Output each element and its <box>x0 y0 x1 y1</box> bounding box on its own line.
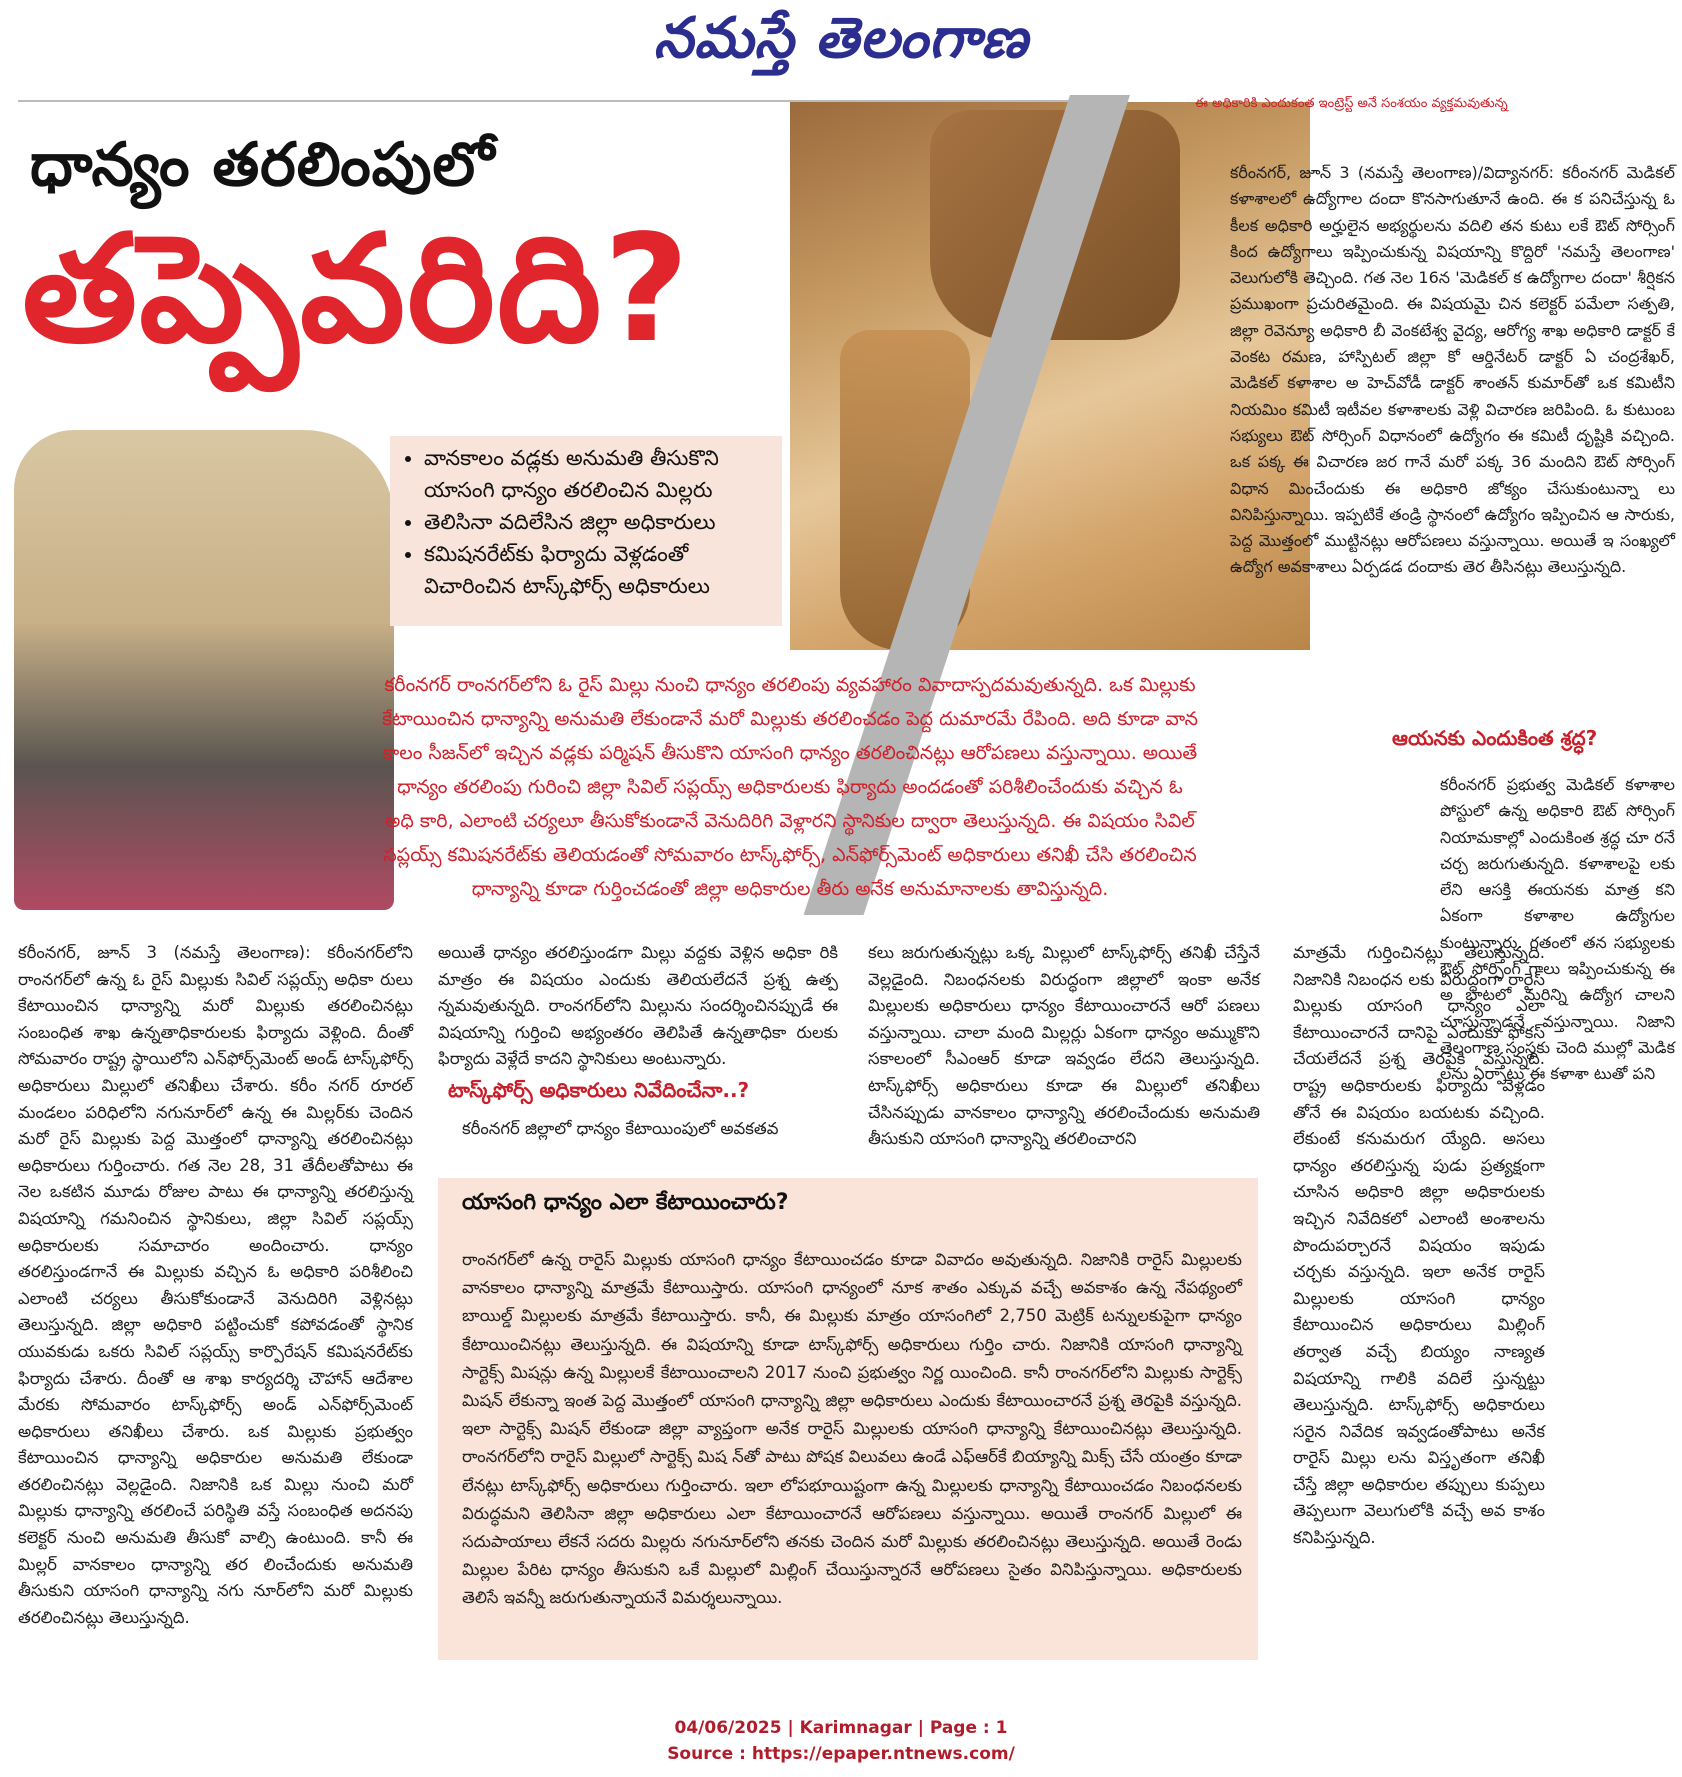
box-body: రాంనగర్‌లో ఉన్న రారైస్ మిల్లుకు యాసంగి ధాన్యం కేటాయించడం కూడా వివాదం అవుతున్నది. నిజానికి రారైస్ మిల్లులకు వానకాలం ధాన్యాన్ని మాత్రమే కేటాయిస్తారు. యాసంగి ధాన్యంలో నూక శాతం ఎక్కువ వచ్చే అవకాశం ఉన్న నేపథ్యంలో బాయిల్డ్ మిల్లులకు మాత్రమే కేటాయిస్తారు. కానీ, ఈ మిల్లుకు మాత్రం యాసంగిలో 2,750 మెట్రిక్ టన్నులకుపైగా ధాన్యం కేటాయించినట్లు తెలుస్తున్నది. ఈ విషయాన్ని కూడా టాస్క్‌ఫోర్స్ అధికారులు గుర్తిం చారు. నిజానికి యాసంగి ధాన్యాన్ని సార్టెక్స్ మిషన్లు ఉన్న మిల్లులకే కేటాయించాలని 2017 నుంచి ప్రభుత్వం నిర్ణ యించింది. కానీ రాంనగర్‌లోని మిల్లుకు సార్టెక్స్ మిషన్ లేకున్నా ఇంత పెద్ద మొత్తంలో యాసంగి ధాన్యాన్ని జిల్లా అధికారులు ఎందుకు కేటాయించారనే ప్రశ్న తెరపైకి వస్తున్నది. ఇలా సార్టెక్స్ మిషన్ లేకుండా జిల్లా వ్యాప్తంగా అనేక రారైస్ మిల్లులకు యాసంగి ధాన్యాన్ని కేటాయించినట్లు తెలుస్తున్నది. రాంనగర్‌లోని రారైస్ మిల్లులో సార్టెక్స్ మిష న్‌తో పాటు పోషక విలువలు ఉండే ఎఫ్‌ఆర్‌కే బియ్యాన్ని మిక్స్ చేసే యంత్రం కూడా లేనట్లు టాస్క్‌ఫోర్స్ అధికారులు గుర్తించారు. ఇలా లోపభూయిష్టంగా ఉన్న మిల్లులకు ధాన్యాన్ని కేటాయించడం నిబంధనలకు విరుద్ధమని తెలిసినా జిల్లా అధికారులు ఎలా కేటాయించారనే ఆరోపణలు వస్తున్నాయి. అయితే రాంనగర్ మిల్లులో ఈ సదుపాయాలు లేకనే సదరు మిల్లరు నగునూర్‌లోని తనకు చెందిన మరో మిల్లుకు తరలించినట్లు తెలుస్తున్నది. అయితే రెండు మిల్లుల పేరిట ధాన్యం తీసుకుని ఒకే మిల్లులో మిల్లింగ్ చేయిస్తున్నారనే ఆరోపణలు సైతం వినిపిస్తున్నాయి. అధికారులకు తెలిసే ఇవన్నీ జరుగుతున్నాయనే విమర్శలున్నాయి. <box>462 1250 1242 1608</box>
bullet-item: • తెలిసినా వదిలేసిన జిల్లా అధికారులు <box>424 506 770 538</box>
article-column-3: కలు జరుగుతున్నట్లు ఒక్క మిల్లులో టాస్క్‌ఫోర్స్ తనిఖీ చేస్తేనే వెల్లడైంది. నిబంధనలకు విరుద్ధంగా జిల్లాలో ఇంకా అనేక మిల్లులకు అధికారులు ధాన్యం కేటాయించారనే ఆరో పణలు వస్తున్నాయి. చాలా మంది మిల్లర్లు ఏకంగా ధాన్యం అమ్ముకొని సకాలంలో సీఎంఆర్ కూడా ఇవ్వడం లేదని తెలుస్తున్నది. టాస్క్‌ఫోర్స్ అధికారులు కూడా ఈ మిల్లులో తనిఖీలు చేసినప్పుడు వానకాలం ధాన్యాన్ని తరలించేందుకు అనుమతి తీసుకుని యాసంగి ధాన్యాన్ని తరలించారని <box>868 943 1260 1149</box>
sidebar-paragraph-2: కరీంనగర్ ప్రభుత్వ మెడికల్ కళాశాల పోస్టులో ఉన్న అధికారి ఔట్ సోర్సింగ్ నియామకాల్లో ఎందుకింత శ్రద్ధ చూ రనే చర్చ జరుగుతున్నది. కళాశాలపై లకు లేని ఆసక్తి ఈయనకు మాత్ర కని ఏకంగా కళాశాల ఉద్యోగుల కుంటున్నారు. గతంలో తన సభ్యులకు ఔట్ సోర్సింగ్ గాలు ఇప్పించుకున్న ఈ అ బాటలో మరిన్ని ఉద్యోగ చాలని చూస్తున్నాడనే వస్తున్నాయి. నిజాని తెలంగాణ సంస్థకు చెంది ముల్లో మెడిక లను ఏర్పాటు ఈ కళాశా టుతో పని <box>1440 775 1675 1084</box>
footer-date-line: 04/06/2025 | Karimnagar | Page : 1 <box>674 1718 1008 1738</box>
sidebar-subhead: ఆయనకు ఎందుకింత శ్రద్ధ? <box>1392 726 1598 750</box>
article-column-1: కరీంనగర్, జూన్ 3 (నమస్తే తెలంగాణ): కరీంనగర్‌లోని రాంనగర్‌లో ఉన్న ఓ రైస్ మిల్లుకు సివిల్ సప్లయ్స్ అధికా రులు కేటాయించిన ధాన్యాన్ని మరో మిల్లుకు తరలించినట్లు సంబంధిత శాఖ ఉన్నతాధికారులకు ఫిర్యాదు వెళ్లింది. దీంతో సోమవారం రాష్ట్ర స్థాయిలోని ఎన్‌ఫోర్స్‌మెంట్ అండ్ టాస్క్‌ఫోర్స్ అధికారులు మిల్లులో తనిఖీలు చేశారు. కరీం నగర్ రూరల్ మండలం పరిధిలోని నగునూర్‌లో ఉన్న ఈ మిల్లర్‌కు చెందిన మరో రైస్ మిల్లుకు పెద్ద మొత్తంలో ధాన్యాన్ని తరలించినట్లు అధికారులు గుర్తించారు. గత నెల 28, 31 తేదీలతోపాటు ఈ నెల ఒకటిన మూడు రోజుల పాటు ఈ ధాన్యాన్ని తరలిస్తున్న విషయాన్ని గమనించిన స్థానికులు, జిల్లా సివిల్ సప్లయ్స్ అధికారులకు సమాచారం అందించారు. ధాన్యం తరలిస్తుండగానే ఈ మిల్లుకు వచ్చిన ఓ అధికారి పరిశీలించి ఎలాంటి చర్యలు తీసుకోకుండానే వెనుదిరిగి వెళ్లినట్లు తెలుస్తున్నది. జిల్లా అధికారి పట్టించుకో కపోవడంతో స్థానిక యువకుడు ఒకరు సివిల్ సప్లయ్స్ కార్పొరేషన్ కమిషనరేట్‌కు ఫిర్యాదు చేశారు. దీంతో ఆ శాఖ కార్యదర్శి చౌహాన్ ఆదేశాల మేరకు సోమవారం టాస్క్‌ఫోర్స్ అండ్ ఎన్‌ఫోర్స్‌మెంట్ అధికారులు తనిఖీలు చేశారు. ఒక మిల్లుకు ప్రభుత్వం కేటాయించిన ధాన్యాన్ని అధికారుల అనుమతి లేకుండా తరలించినట్లు వెల్లడైంది. నిజానికి ఒక మిల్లు నుంచి మరో మిల్లుకు ధాన్యాన్ని తరలించే పరిస్థితి వస్తే సంబంధిత అదనపు కలెక్టర్ నుంచి అనుమతి తీసుకో వాల్సి ఉంటుంది. కానీ ఈ మిల్లర్ వానకాలం ధాన్యాన్ని తర లించేందుకు అనుమతి తీసుకుని యాసంగి ధాన్యాన్ని నగు నూర్‌లోని మరో మిల్లుకు తరలించినట్లు తెలుస్తున్నది. <box>18 943 413 1627</box>
worker-photo <box>14 430 394 910</box>
bullet-item: • కమిషనరేట్‌కు ఫిర్యాదు వెళ్లడంతో విచారించిన టాస్క్‌ఫోర్స్ అధికారులు <box>424 538 770 602</box>
masthead <box>0 0 1682 90</box>
column-2-subhead: టాస్క్‌ఫోర్స్ అధికారులు నివేదించేనా..? <box>448 1078 750 1102</box>
column-2-continued: కరీంనగర్ జిల్లాలో ధాన్యం కేటాయింపులో అవకతవ <box>462 1119 779 1138</box>
bullet-box <box>390 436 782 626</box>
box-title: యాసంగి ధాన్యం ఎలా కేటాయించారు? <box>462 1190 789 1215</box>
article-column-2: అయితే ధాన్యం తరలిస్తుండగా మిల్లు వద్దకు వెళ్లిన అధికా రికి మాత్రం ఈ విషయం ఎందుకు తెలియలేదనే ప్రశ్న ఉత్ప న్నమవుతున్నది. రాంనగర్‌లోని మిల్లును సందర్శించినప్పుడే ఈ విషయాన్ని గుర్తించి అభ్యంతరం తెలిపితే ఉన్నతాధికా రులకు ఫిర్యాదు వెళ్లేదే కాదని స్థానికులు అంటున్నారు. <box>438 943 838 1069</box>
intro-paragraph: కరీంనగర్ రాంనగర్‌లోని ఓ రైస్ మిల్లు నుంచి ధాన్యం తరలింపు వ్యవహారం వివాదాస్పదమవుతున్నది. ఒక మిల్లుకు కేటాయించిన ధాన్యాన్ని అనుమతి లేకుండానే మరో మిల్లుకు తరలించడం పెద్ద దుమారమే రేపింది. అది కూడా వాన కాలం సీజన్‌లో ఇచ్చిన వడ్లకు పర్మిషన్ తీసుకొని యాసంగి ధాన్యం తరలించినట్లు ఆరోపణలు వస్తున్నాయి. అయితే ధాన్యం తరలింపు గురించి జిల్లా సివిల్ సప్లయ్స్ అధికారులకు ఫిర్యాదు అందడంతో పరిశీలించేందుకు వచ్చిన ఓ అధి కారి, ఎలాంటి చర్యలూ తీసుకోకుండానే వెనుదిరిగి వెళ్లారని స్థానికుల ద్వారా తెలుస్తున్నది. ఈ విషయం సివిల్ సప్లయ్స్ కమిషనరేట్‌కు తెలియడంతో సోమవారం టాస్క్‌ఫోర్స్, ఎన్‌ఫోర్స్‌మెంట్ అధికారులు తనిఖీ చేసి తరలించిన ధాన్యాన్ని కూడా గుర్తించడంతో జిల్లా అధికారుల తీరు అనేక అనుమానాలకు తావిస్తున్నది. <box>382 674 1198 900</box>
bullet-item: • వానకాలం వడ్లకు అనుమతి తీసుకొని యాసంగి ధాన్యం తరలించిన మిల్లరు <box>424 442 770 506</box>
sidebar-top-clip: ఈ అధికారికి ఎందుకంత ఇంట్రెస్ట్ అనే సంశయం వ్యక్తమవుతున్న <box>1195 96 1508 111</box>
headline-main: తప్పెవరిది? <box>22 203 692 375</box>
sidebar-paragraph-1: కరీంనగర్, జూన్ 3 (నమస్తే తెలంగాణ)/విద్యానగర్: కరీంనగర్ మెడికల్ కళాశాలలో ఉద్యోగాల దందా కొనసాగుతూనే ఉంది. ఈ క పనిచేస్తున్న ఓ కీలక అధికారి అర్హులైన అభ్యర్థులను వదిలి తన కుటు లకే ఔట్ సోర్సింగ్ కింద ఉద్యోగాలు ఇప్పించుకున్న విషయాన్ని కొద్దిరో 'నమస్తే తెలంగాణ' వెలుగులోకి తెచ్చింది. గత నెల 16న 'మెడికల్ క ఉద్యోగాల దందా' శీర్షికన ప్రముఖంగా ప్రచురితమైంది. ఈ విషయమై చిన కలెక్టర్ పమేలా సత్పతి, జిల్లా రెవెన్యూ అధికారి బీ వెంకటేశ్వ వైద్య, ఆరోగ్య శాఖ అధికారి డాక్టర్ కే వెంకట రమణ, హాస్పిటల్ జిల్లా కో ఆర్డినేటర్ డాక్టర్ ఏ చంద్రశేఖర్, మెడికల్ కళాశాల అ హెచ్‌వోడీ డాక్టర్ శాంతన్ కుమార్‌తో ఒక కమిటీని నియమిం కమిటీ ఇటీవల కళాశాలకు వెళ్లి విచారణ జరిపింది. ఓ కుటుంబ సభ్యులు ఔట్ సోర్సింగ్ విధానంలో ఉద్యోగం ఈ కమిటీ దృష్టికి వచ్చింది. ఒక పక్క ఈ విచారణ జర గానే మరో పక్క 36 మందిని ఔట్ సోర్సింగ్ విధాన మించేందుకు ఈ అధికారి జోక్యం చేసుకుంటున్నా లు వినిపిస్తున్నాయి. ఇప్పటికే తండ్రి స్థానంలో ఉద్యోగం ఇప్పించిన ఆ సారుకు, పెద్ద మొత్తంలో ముట్టినట్లు ఆరోపణలు వస్తున్నాయి. అయితే ఇ సంఖ్యలో ఉద్యోగ అవకాశాలు ఏర్పడడ దందాకు తెర తీసినట్లు తెలుస్తున్నది. <box>1230 163 1675 577</box>
article-column-4: మాత్రమే గుర్తించినట్లు తెలుస్తున్నది. నిజానికి నిబంధన లకు విరుద్ధంగా రారైస్ మిల్లుకు యాసంగి ధాన్యం ఎలా కేటాయించారనే దానిపై ఎందుకు ఫోకస్ చేయలేదనే ప్రశ్న తెరపైకి వస్తున్నది. రాష్ట్ర అధికారులకు ఫిర్యాదు వెళ్లడం తోనే ఈ విషయం బయటకు వచ్చింది. లేకుంటే కనుమరుగ య్యేది. అసలు ధాన్యం తరలిస్తున్న పుడు ప్రత్యక్షంగా చూసిన అధికారి జిల్లా అధికారులకు ఇచ్చిన నివేదికలో ఎలాంటి అంశాలను పొందుపర్చారనే విషయం ఇపుడు చర్చకు వస్తున్నది. ఇలా అనేక రారైస్ మిల్లులకు యాసంగి ధాన్యం కేటాయించిన అధికారులు మిల్లింగ్ తర్వాత వచ్చే బియ్యం నాణ్యత విషయాన్ని గాలికి వదిలే స్తున్నట్టు తెలుస్తున్నది. టాస్క్‌ఫోర్స్ అధికారులు సరైన నివేదిక ఇవ్వడంతోపాటు అనేక రారైస్ మిల్లు లను విస్తృతంగా తనిఖీ చేస్తే జిల్లా అధికారుల తప్పులు కుప్పలు తెప్పలుగా వెలుగులోకి వచ్చే అవ కాశం కనిపిస్తున్నది. <box>1293 943 1545 1548</box>
masthead-logo: నమస్తే తెలంగాణ <box>653 6 1029 71</box>
footer-source-line: Source : https://epaper.ntnews.com/ <box>667 1744 1015 1764</box>
headline-kicker: ధాన్యం తరలింపులో <box>30 130 496 200</box>
